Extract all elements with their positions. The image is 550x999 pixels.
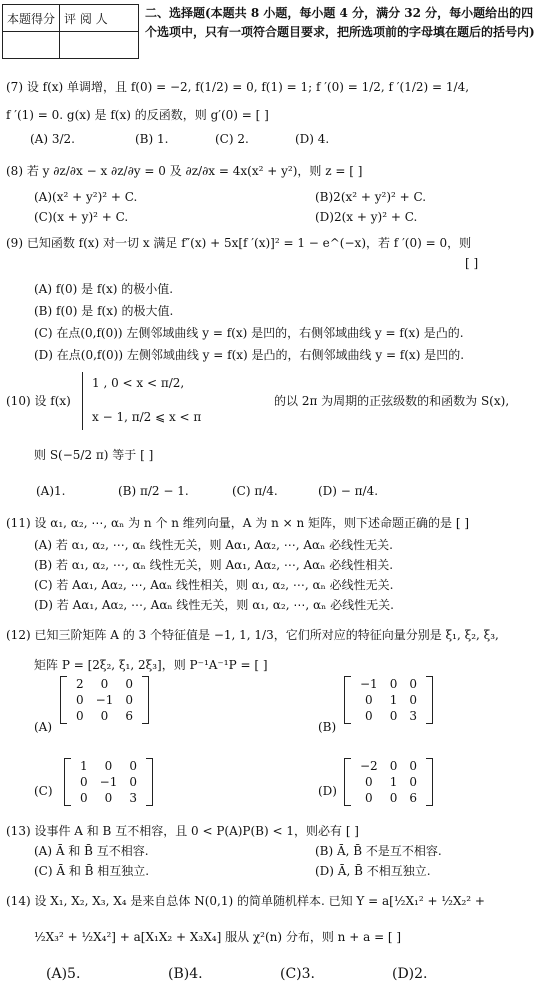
q11-option-b: (B) 若 α₁, α₂, ⋯, αₙ 线性无关，则 Aα₁, Aα₂, ⋯, Aαₙ 必线性相关. (34, 558, 394, 572)
q12-line2: 矩阵 P = [2ξ₂, ξ₁, 2ξ₃]，则 P⁻¹A⁻¹P = [ ] (34, 658, 268, 672)
matrix-cell: 0 (409, 759, 417, 773)
q10-option-b: (B) π/2 − 1. (118, 484, 189, 498)
matrix-cell: 0 (104, 759, 113, 773)
q7-option-b: (B) 1. (135, 132, 169, 146)
matrix-cell: 0 (389, 791, 398, 805)
q10-option-d: (D) − π/4. (318, 484, 379, 498)
q8-option-a: (A)(x² + y²)² + C. (34, 190, 138, 204)
matrix-cell: 0 (129, 759, 137, 773)
matrix-cell: 6 (409, 791, 417, 805)
matrix-cell: −1 (95, 693, 114, 707)
q12-matrix-c (64, 758, 153, 806)
q12-label-d: (D) (318, 784, 337, 798)
q7-option-d: (D) 4. (295, 132, 330, 146)
q8-option-d: (D)2(x + y)² + C. (315, 210, 418, 224)
matrix-cell: 1 (389, 775, 398, 789)
q12-matrix-d (344, 758, 433, 806)
matrix-cell: 1 (80, 759, 88, 773)
q14-line2: ½X₃² + ½X₄²] + a[X₁X₂ + X₃X₄] 服从 χ²(n) 分布，则 n + a = [ ] (34, 930, 402, 944)
matrix-cell: 0 (365, 775, 373, 789)
matrix-cell: 3 (409, 709, 417, 723)
matrix-cell: 0 (389, 759, 398, 773)
matrix-cell: 0 (389, 677, 398, 691)
q9-bracket: [ ] (465, 256, 479, 270)
grader-cell (60, 32, 139, 59)
score-cell (3, 32, 60, 59)
matrix-cell: −2 (360, 759, 378, 773)
q9-option-b: (B) f(0) 是 f(x) 的极大值. (34, 304, 174, 318)
q10-line2: 则 S(−5/2 π) 等于 [ ] (34, 448, 154, 462)
q9-line1: (9) 已知函数 f(x) 对一切 x 满足 f″(x) + 5x[f ′(x)]² = 1 − e^(−x)，若 f ′(0) = 0，则 (6, 236, 472, 250)
q7-line2: f ′(1) = 0. g(x) 是 f(x) 的反函数，则 g′(0) = [ ] (6, 108, 269, 122)
q14-option-a: (A)5. (46, 966, 81, 982)
q12-matrix-a (60, 676, 149, 724)
q7-line1: (7) 设 f(x) 单调增，且 f(0) = −2, f(1/2) = 0, f(1) = 1; f ′(0) = 1/2, f ′(1/2) = 1/4, (6, 80, 470, 94)
q13-line1: (13) 设事件 A 和 B 互不相容，且 0 < P(A)P(B) < 1，则必有 [ ] (6, 824, 359, 838)
q12-label-b: (B) (318, 720, 337, 734)
score-box (2, 4, 139, 59)
q11-option-d: (D) 若 Aα₁, Aα₂, ⋯, Aαₙ 线性无关，则 α₁, α₂, ⋯, αₙ 必线性无关. (34, 598, 394, 612)
matrix-cell: 3 (129, 791, 137, 805)
q13-option-a: (A) Ā 和 B̄ 互不相容. (34, 844, 149, 858)
matrix-cell: 0 (125, 693, 133, 707)
q14-option-c: (C)3. (280, 966, 315, 982)
matrix-cell: 0 (389, 709, 398, 723)
q8-option-b: (B)2(x² + y²)² + C. (315, 190, 427, 204)
q10-prefix: (10) 设 f(x) (6, 394, 71, 408)
q7-option-c: (C) 2. (215, 132, 249, 146)
q10-option-a: (A)1. (36, 484, 66, 498)
q14-line1: (14) 设 X₁, X₂, X₃, X₄ 是来自总体 N(0,1) 的简单随机样本. 已知 Y = a[½X₁² + ½X₂² + (6, 894, 485, 908)
matrix-cell: 0 (365, 791, 373, 805)
q12-label-c: (C) (34, 784, 53, 798)
matrix-cell: 0 (409, 693, 417, 707)
matrix-cell: 0 (100, 709, 109, 723)
q13-option-b: (B) Ā, B̄ 不是互不相容. (315, 844, 442, 858)
matrix-cell: −1 (99, 775, 118, 789)
q11-line1: (11) 设 α₁, α₂, ⋯, αₙ 为 n 个 n 维列向量，A 为 n × n 矩阵，则下述命题正确的是 [ ] (6, 516, 470, 530)
q10-case1: 1 , 0 < x < π/2, (92, 376, 185, 390)
q9-option-c: (C) 在点(0,f(0)) 左侧邻域曲线 y = f(x) 是凹的，右侧邻域曲线 y = f(x) 是凸的. (34, 326, 464, 340)
q10-brace (82, 372, 83, 430)
q10-option-c: (C) π/4. (232, 484, 278, 498)
matrix-cell: 2 (76, 677, 84, 691)
matrix-cell: 1 (389, 693, 398, 707)
matrix-cell: 0 (76, 709, 84, 723)
q12-line1: (12) 已知三阶矩阵 A 的 3 个特征值是 −1, 1, 1/3，它们所对应的特征向量分别是 ξ₁, ξ₂, ξ₃, (6, 628, 499, 642)
q11-option-a: (A) 若 α₁, α₂, ⋯, αₙ 线性无关，则 Aα₁, Aα₂, ⋯, Aαₙ 必线性无关. (34, 538, 393, 552)
matrix-cell: 0 (80, 791, 88, 805)
q8-option-c: (C)(x + y)² + C. (34, 210, 129, 224)
q13-option-c: (C) Ā 和 B̄ 相互独立. (34, 864, 150, 878)
matrix-cell: 0 (409, 677, 417, 691)
q14-option-d: (D)2. (392, 966, 428, 982)
matrix-cell: 0 (365, 709, 373, 723)
section-header: 二、选择题(本题共 8 小题，每小题 4 分，满分 32 分，每小题给出的四个选项中，只有一项符合题目要求，把所选项前的字母填在题后的括号内) (145, 6, 535, 39)
q9-option-d: (D) 在点(0,f(0)) 左侧邻域曲线 y = f(x) 是凸的，右侧邻域曲线 y = f(x) 是凹的. (34, 348, 465, 362)
q10-suffix: 的以 2π 为周期的正弦级数的和函数为 S(x), (274, 394, 510, 408)
score-label: 本题得分 (3, 5, 60, 32)
q14-option-b: (B)4. (168, 966, 203, 982)
matrix-cell: 0 (104, 791, 113, 805)
q9-option-a: (A) f(0) 是 f(x) 的极小值. (34, 282, 174, 296)
matrix-cell: 0 (100, 677, 109, 691)
q12-matrix-b (344, 676, 433, 724)
matrix-cell: 0 (365, 693, 373, 707)
q12-label-a: (A) (34, 720, 53, 734)
matrix-cell: 0 (125, 677, 133, 691)
grader-label: 评 阅 人 (60, 5, 139, 32)
q13-option-d: (D) Ā, B̄ 不相互独立. (315, 864, 431, 878)
matrix-cell: 0 (80, 775, 88, 789)
matrix-cell: 6 (125, 709, 133, 723)
q7-option-a: (A) 3/2. (30, 132, 75, 146)
matrix-cell: 0 (129, 775, 137, 789)
q10-case2: x − 1, π/2 ⩽ x < π (92, 410, 202, 424)
q11-option-c: (C) 若 Aα₁, Aα₂, ⋯, Aαₙ 线性相关，则 α₁, α₂, ⋯, αₙ 必线性无关. (34, 578, 394, 592)
q8-line1: (8) 若 y ∂z/∂x − x ∂z/∂y = 0 及 ∂z/∂x = 4x(x² + y²)，则 z = [ ] (6, 164, 363, 178)
matrix-cell: −1 (360, 677, 378, 691)
matrix-cell: 0 (409, 775, 417, 789)
matrix-cell: 0 (76, 693, 84, 707)
